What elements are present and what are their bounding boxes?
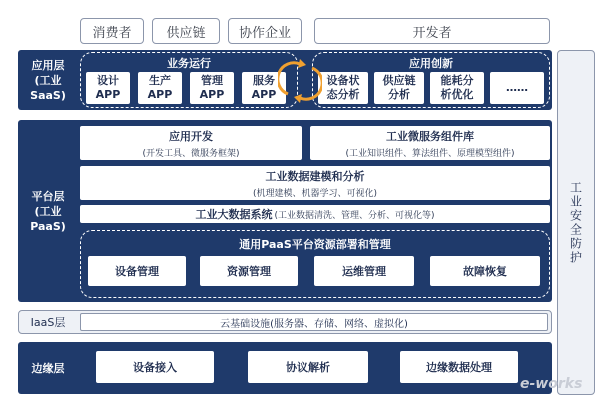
design-app [86,72,130,104]
bigdata-box [80,205,550,223]
modeling-box [80,166,550,200]
management-app-line2: APP [199,88,225,101]
user-partner: 协作企业 [228,18,302,44]
service-app-line1: 服务 [253,74,275,87]
bigdata-title: 工业大数据系统 [195,208,273,221]
management-app-line1: 管理 [201,74,223,87]
cloud-infrastructure: 云基础设施(服务器、存储、网络、虚拟化) [80,313,548,331]
microservice-title: 工业微服务组件库 [386,129,474,143]
business-run-title: 业务运行 [167,57,211,70]
e-works-watermark: e-works [520,376,583,392]
platform-layer-label-line2: (工业PaaS) [30,204,66,233]
user-developer: 开发者 [314,18,550,44]
design-app-line1: 设计 [97,74,119,87]
energy-line1: 能耗分 [440,74,474,87]
app-layer-label [18,50,78,110]
resource-management: 资源管理 [200,256,298,286]
device-state-line2: 态分析 [326,88,360,101]
app-layer-label-line2: (工业SaaS) [30,73,66,102]
modeling-sub: (机理建模、机器学习、可视化) [252,188,378,199]
service-app-line2: APP [251,88,277,101]
production-app-line2: APP [147,88,173,101]
protocol-parsing: 协议解析 [248,351,368,383]
app-dev-box [80,126,302,160]
device-state-analysis [318,72,368,104]
modeling-title: 工业数据建模和分析 [265,169,365,183]
bigdata-sub: (工业数据清洗、管理、分析、可视化等) [274,210,435,221]
production-app [138,72,182,104]
device-state-line1: 设备状 [326,74,360,87]
security-label: 工业安全防护 [568,180,583,265]
iaas-label: IaaS层 [30,316,66,329]
fault-recovery: 故障恢复 [430,256,540,286]
edge-layer-label: 边缘层 [31,361,65,375]
energy-analysis [430,72,484,104]
device-management: 设备管理 [88,256,186,286]
user-supply-chain: 供应链 [152,18,220,44]
microservice-sub: (工业知识组件、算法组件、原理模型组件) [345,148,515,159]
management-app [190,72,234,104]
more-apps [490,72,544,104]
app-dev-sub: (开发工具、微服务框架) [142,148,240,159]
supply-chain-analysis [374,72,424,104]
platform-layer-label [18,120,78,302]
platform-layer-label-line1: 平台层 [31,189,65,203]
supply-chain-line2: 分析 [388,88,410,101]
user-consumer: 消费者 [80,18,144,44]
cycle-arrows-icon [278,56,322,106]
production-app-line1: 生产 [149,74,171,87]
paas-deploy-title: 通用PaaS平台资源部署和管理 [239,238,391,251]
design-app-line2: APP [95,88,121,101]
app-dev-title: 应用开发 [169,129,213,143]
edge-data-processing: 边缘数据处理 [400,351,518,383]
ops-management: 运维管理 [314,256,414,286]
app-innovation-title: 应用创新 [409,57,453,70]
app-layer-label-line1: 应用层 [31,58,65,72]
supply-chain-line1: 供应链 [382,74,416,87]
industrial-security-box [557,50,595,395]
more-apps-line1: …… [506,81,528,94]
energy-line2: 析优化 [440,88,474,101]
microservice-box [310,126,550,160]
device-access: 设备接入 [96,351,214,383]
